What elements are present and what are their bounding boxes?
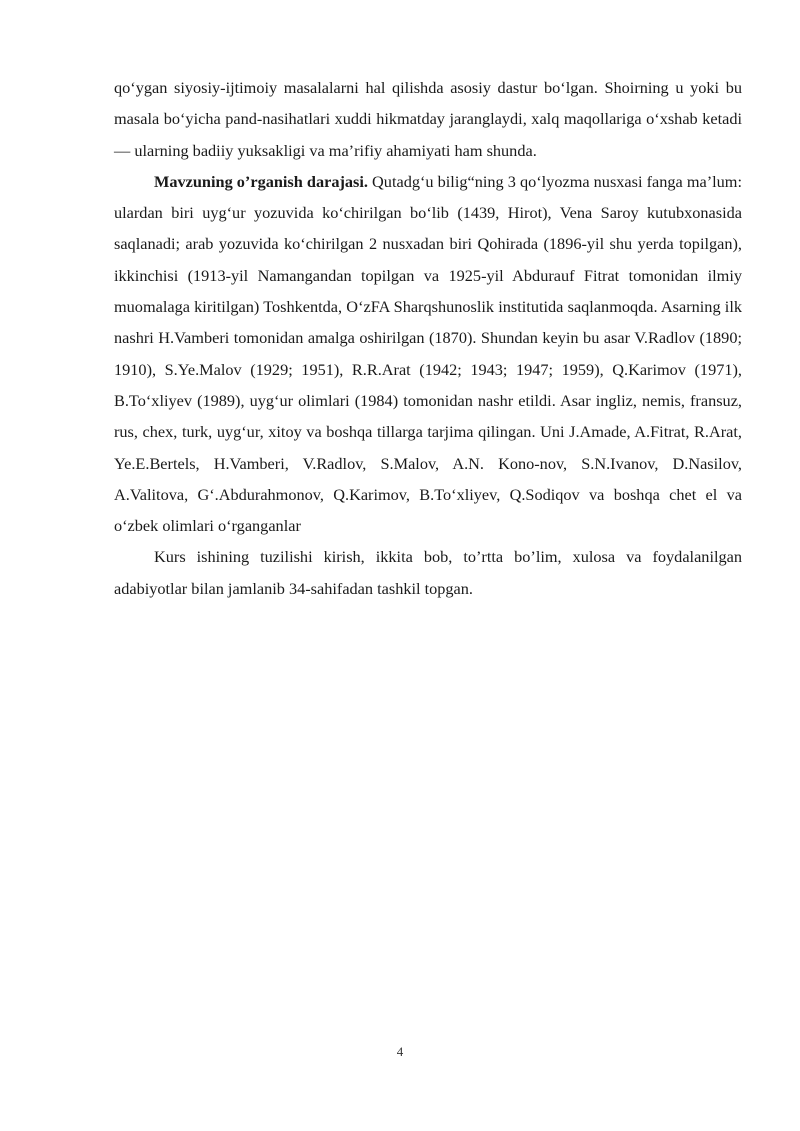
document-body	[114, 72, 742, 604]
paragraph-study-level-text: Qutadg‘u bilig“ning 3 qo‘lyozma nusxasi fanga ma’lum: ulardan biri uyg‘ur yozuvida ko‘chirilgan bo‘lib (1439, Hirot), Vena Saroy kutubxonasida saqlanadi; arab yozuvida ko‘chirilgan 2 nusxadan biri Qohirada (1896-yil shu yerda topilgan), ikkinchisi (1913-yil Namangandan topilgan va 1925-yil Abdurauf Fitrat tomonidan ilmiy muomalaga kiritilgan) Toshkentda, O‘zFA Sharqshunoslik institutida saqlanmoqda. Asarning ilk nashri H.Vamberi tomonidan amalga oshirilgan (1870). Shundan keyin bu asar V.Radlov (1890; 1910), S.Ye.Malov (1929; 1951), R.R.Arat (1942; 1943; 1947; 1959), Q.Karimov (1971), B.To‘xliyev (1989), uyg‘ur olimlari (1984) tomonidan nashr etildi. Asar ingliz, nemis, fransuz, rus, chex, turk, uyg‘ur, xitoy va boshqa tillarga tarjima qilingan. Uni J.Amade, A.Fitrat, R.Arat, Ye.E.Bertels, H.Vamberi, V.Radlov, S.Malov, A.N. Kono-nov, S.N.Ivanov, D.Nasilov, A.Valitova, G‘.Abdurahmonov, Q.Karimov, B.To‘xliyev, Q.Sodiqov va boshqa chet el va o‘zbek olimlari o‘rganganlar	[114, 171, 742, 536]
page-number: 4	[396, 1044, 404, 1059]
section-heading-study-level: Mavzuning o’rganish darajasi.	[154, 171, 368, 191]
paragraph-structure: Kurs ishining tuzilishi kirish, ikkita bob, to’rtta bo’lim, xulosa va foydalanilgan adabiyotlar bilan jamlanib 34-sahifadan tashkil topgan.	[114, 547, 742, 598]
paragraph-intro-continued: qo‘ygan siyosiy-ijtimoiy masalalarni hal qilishda asosiy dastur bo‘lgan. Shoirning u yoki bu masala bo‘yicha pand-nasihatlari xuddi hikmatday jaranglaydi, xalq maqollariga o‘xshab ketadi — ularning badiiy yuksakligi va ma’rifiy ahamiyati ham shunda.	[114, 78, 742, 160]
paragraph-study-level	[114, 166, 742, 542]
